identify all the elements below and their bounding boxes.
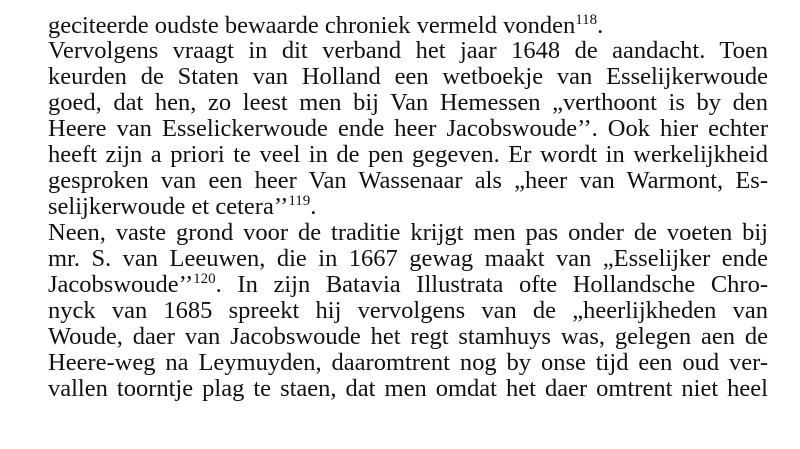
line-text: mr. S. van Leeuwen, die in 1667 gewag maakt van „Esselijker ende — [48, 245, 768, 272]
line-text: Vervolgens vraagt in dit verband het jaar 1648 de aandacht. Toen — [48, 37, 768, 64]
line-text-tail: . In zijn Batavia Illustrata ofte Hollandsche Chro- — [215, 271, 768, 298]
text-line — [48, 245, 768, 272]
line-text: Neen, vaste grond voor de traditie krijgt men pas onder de voeten bij — [48, 219, 768, 246]
line-text-tail: . — [597, 12, 604, 39]
text-line — [48, 323, 768, 350]
line-text-tail: . — [310, 193, 317, 220]
line-text: Woude, daer van Jacobswoude het regt stamhuys was, gelegen aen de — [48, 323, 768, 350]
text-line — [48, 115, 768, 142]
footnote-ref: 118 — [575, 12, 598, 28]
line-text: gesproken van een heer Van Wassenaar als „heer van Warmont, Es- — [48, 167, 768, 194]
text-line — [48, 63, 768, 90]
text-line — [48, 167, 768, 194]
line-text: Heere-weg na Leymuyden, daaromtrent nog by onse tijd een oud ver- — [48, 349, 768, 376]
line-text: nyck van 1685 spreekt hij vervolgens van de „heerlijkheden van — [48, 297, 768, 324]
text-line — [48, 193, 768, 220]
line-text: Jacobswoude’’ — [48, 271, 194, 298]
line-text: goed, dat hen, zo leest men bij Van Hemessen „verthoont is by den — [48, 89, 768, 116]
footnote-ref: 120 — [193, 271, 216, 287]
text-line — [48, 12, 768, 39]
text-line — [48, 141, 768, 168]
line-text: Heere van Esselickerwoude ende heer Jacobswoude’’. Ook hier echter — [48, 115, 768, 142]
line-text: keurden de Staten van Holland een wetboekje van Esselijkerwoude — [48, 63, 768, 90]
text-line — [48, 297, 768, 324]
text-line — [48, 349, 768, 376]
text-line — [48, 375, 768, 402]
footnote-ref: 119 — [288, 193, 311, 209]
line-text: vallen toorntje plag te staen, dat men omdat het daer omtrent niet heel — [48, 375, 768, 402]
line-text: geciteerde oudste bewaarde chroniek vermeld vonden — [48, 12, 576, 39]
line-text: selijkerwoude et cetera’’ — [48, 193, 289, 220]
text-line — [48, 89, 768, 116]
line-text: heeft zijn a priori te veel in de pen gegeven. Er wordt in werkelijkheid — [48, 141, 768, 168]
text-line — [48, 271, 768, 298]
text-line — [48, 219, 768, 246]
text-line — [48, 37, 768, 64]
